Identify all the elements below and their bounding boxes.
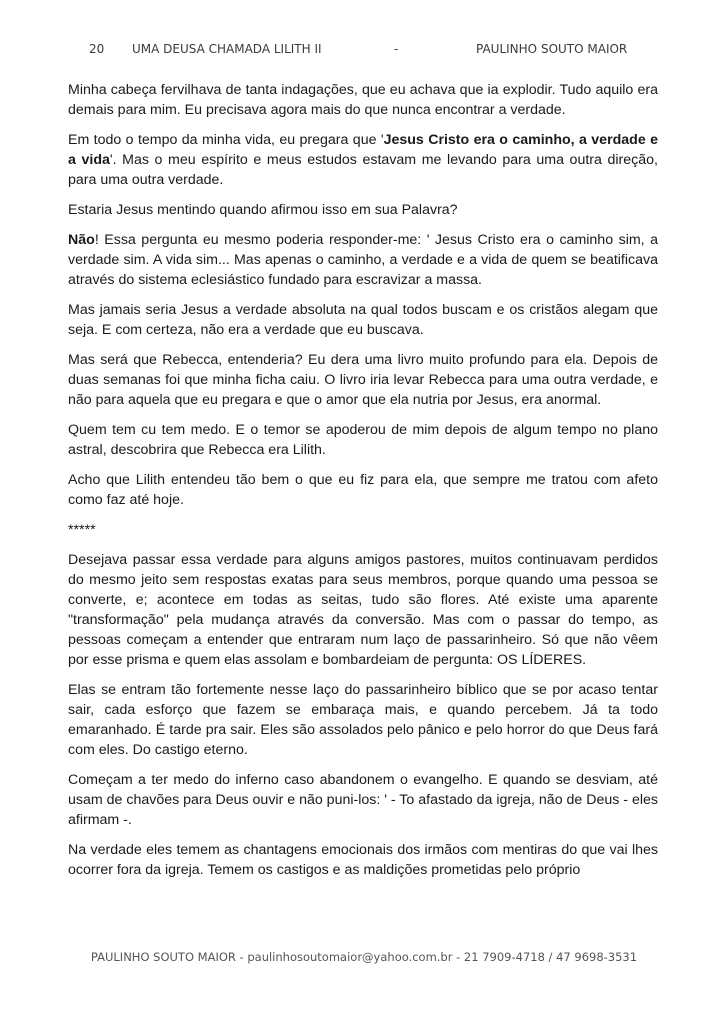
paragraph: Não! Essa pergunta eu mesmo poderia responder-me: ' Jesus Cristo era o caminho sim, a verdade sim. A vida sim... Mas apenas o caminho, a verdade e a vida de quem se beatificava através do sistema eclesiástico fundado para escravizar a massa. — [68, 232, 658, 288]
page-number: 20 — [89, 42, 105, 56]
header-author: PAULINHO SOUTO MAIOR — [476, 42, 628, 56]
paragraph: Desejava passar essa verdade para alguns amigos pastores, muitos continuavam perdidos do mesmo jeito sem respostas exatas para seus membros, porque quando uma pessoa se converte, e; acontece em todas as seitas, tudo são flores. Até existe uma aparente "transformação" pela mudança através da conversão. Mas com o passar do tempo, as pessoas começam a entender que entraram num laço de passarinheiro. Só que não vêem por esse prisma e quem elas assolam e bombardeiam de pergunta: OS LÍDERES. — [68, 552, 658, 668]
bold-phrase: Jesus Cristo era o caminho, a verdade e a vida — [68, 132, 658, 168]
section-break: ***** — [68, 522, 96, 538]
page-header — [0, 40, 728, 60]
bold-phrase: Não — [68, 232, 95, 248]
paragraph: Elas se entram tão fortemente nesse laço do passarinheiro bíblico que se por acaso tentar sair, cada esforço que fazem se embaraça mais, e quando percebem. Já ta todo emaranhado. É tarde pra sair. Eles são assolados pelo pânico e pelo horror do que Deus fará com eles. Do castigo eterno. — [68, 682, 658, 758]
paragraph: Estaria Jesus mentindo quando afirmou isso em sua Palavra? — [68, 202, 458, 218]
paragraph: Começam a ter medo do inferno caso abandonem o evangelho. E quando se desviam, até usam de chavões para Deus ouvir e não puni-los: ' - To afastado da igreja, não de Deus - eles afirmam -. — [68, 772, 658, 828]
paragraph: Em todo o tempo da minha vida, eu pregara que 'Jesus Cristo era o caminho, a verdade e a vida'. Mas o meu espírito e meus estudos estavam me levando para uma outra direção, para uma outra verdade. — [68, 132, 658, 188]
page-body — [68, 80, 658, 890]
paragraph: Mas será que Rebecca, entenderia? Eu dera uma livro muito profundo para ela. Depois de duas semanas foi que minha ficha caiu. O livro iria levar Rebecca para uma outra verdade, e não para aquela que eu pregara e que o amor que ela nutria por Jesus, era anormal. — [68, 352, 658, 408]
paragraph: Acho que Lilith entendeu tão bem o que eu fiz para ela, que sempre me tratou com afeto como faz até hoje. — [68, 472, 658, 508]
paragraph: Mas jamais seria Jesus a verdade absoluta na qual todos buscam e os cristãos alegam que seja. E com certeza, não era a verdade que eu buscava. — [68, 302, 658, 338]
book-title: UMA DEUSA CHAMADA LILITH II — [132, 42, 322, 56]
paragraph: Na verdade eles temem as chantagens emocionais dos irmãos com mentiras do que vai lhes ocorrer fora da igreja. Temem os castigos e as maldições prometidas pelo próprio — [68, 842, 658, 878]
paragraph: Minha cabeça fervilhava de tanta indagações, que eu achava que ia explodir. Tudo aquilo era demais para mim. Eu precisava agora mais do que nunca encontrar a verdade. — [68, 82, 658, 118]
header-separator: - — [394, 42, 399, 56]
page-footer: PAULINHO SOUTO MAIOR - paulinhosoutomaior@yahoo.com.br - 21 7909-4718 / 47 9698-3531 — [90, 950, 638, 964]
paragraph: Quem tem cu tem medo. E o temor se apoderou de mim depois de algum tempo no plano astral, descobrira que Rebecca era Lilith. — [68, 422, 658, 458]
